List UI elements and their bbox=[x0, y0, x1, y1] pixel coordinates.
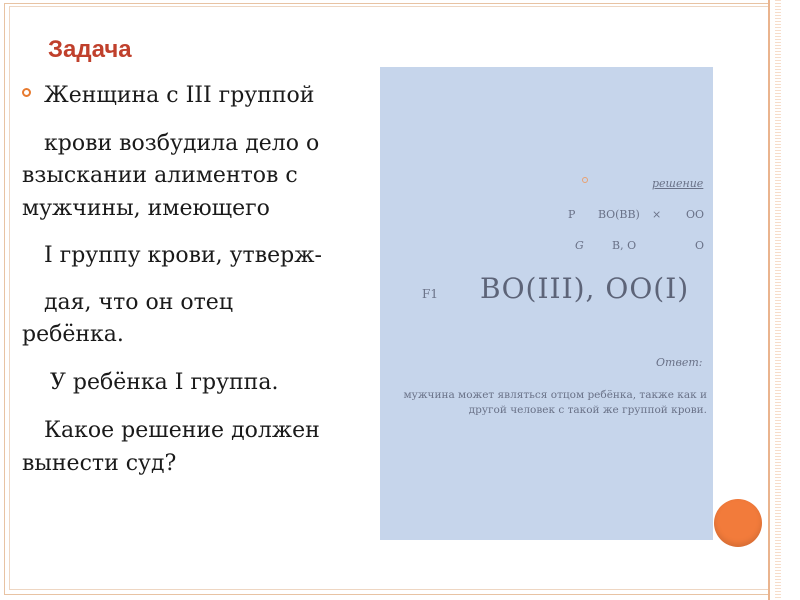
answer-text: мужчина может являться отцом ребёнка, также как и другой человек с такой же группой крови. bbox=[403, 389, 707, 416]
small-bullet-circle-icon bbox=[582, 177, 588, 183]
slide-title: Задача bbox=[48, 36, 132, 63]
row-g-label: G bbox=[575, 239, 584, 252]
row-p-father-genotype: ОО bbox=[686, 208, 705, 221]
row-p-label: P bbox=[568, 208, 576, 221]
row-g-mother-gametes: В, О bbox=[612, 239, 637, 252]
body-line: крови возбудила дело о bbox=[44, 131, 320, 156]
body-line: взыскании алиментов с bbox=[22, 163, 298, 188]
f1-label: F1 bbox=[422, 287, 438, 301]
solution-heading: решение bbox=[652, 177, 704, 190]
body-line: ребёнка. bbox=[22, 322, 124, 347]
row-p-mother-genotype: ВО(ВВ) bbox=[598, 208, 640, 221]
bullet-circle-icon bbox=[22, 88, 31, 97]
body-line: У ребёнка I группа. bbox=[50, 370, 279, 395]
body-line: вынести суд? bbox=[22, 451, 177, 476]
body-line: мужчины, имеющего bbox=[22, 196, 270, 221]
body-line: Женщина с III группой bbox=[44, 83, 315, 108]
f1-result: ВО(III), ОО(I) bbox=[480, 272, 690, 305]
row-p-cross-sign: × bbox=[652, 208, 662, 221]
decorative-right-strip bbox=[768, 0, 800, 600]
answer-label: Ответ: bbox=[656, 356, 703, 369]
decorative-orange-circle bbox=[714, 499, 762, 547]
body-line: Какое решение должен bbox=[44, 418, 320, 443]
body-line: дая, что он отец bbox=[44, 290, 233, 315]
body-line: I группу крови, утверж- bbox=[44, 243, 322, 268]
row-g-father-gametes: О bbox=[695, 239, 705, 252]
